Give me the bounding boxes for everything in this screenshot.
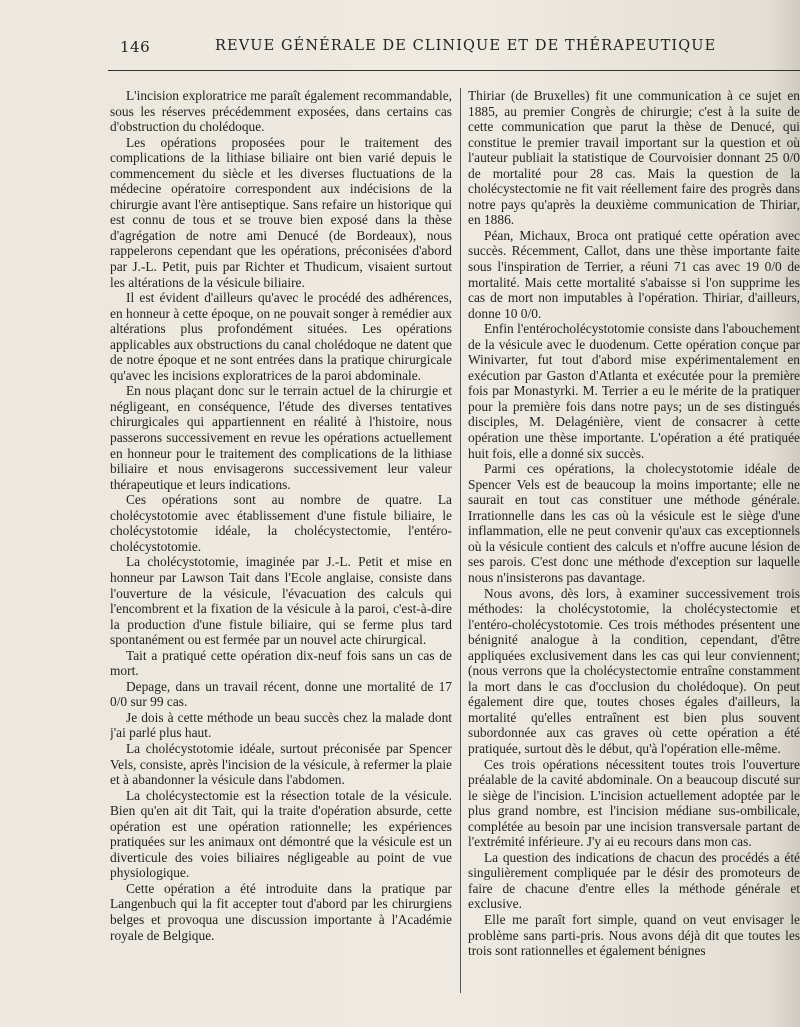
paragraph: La question des indications de chacun des procédés a été singulièrement compliquée par le désir des promoteurs de faire de chacune d'entre elles la méthode générale et exclusive. xyxy=(468,849,800,912)
paragraph: Nous avons, dès lors, à examiner successivement trois méthodes: la cholécystotomie, la cholécystectomie et l'entéro-cholécystotomie. Ces trois méthodes présentent une bénignité analogue à la condition, cependant, d'être appliquées exclusivement dans les cas qui leur conviennent; (nous verrons que la cholécystectomie entraîne constamment la mort dans le cas d'occlusion du cholédoque). On peut également dire que, toutes choses égales d'ailleurs, la mortalité qu'elles entraînent est bien plus souvent subordonnée aux cas graves où cette opération a été pratiquée, surtout dès le début, qu'à l'opération elle-même. xyxy=(468,585,800,756)
running-title: REVUE GÉNÉRALE DE CLINIQUE ET DE THÉRAPEUTIQUE xyxy=(215,38,717,54)
paragraph: Enfin l'entérocholécystotomie consiste dans l'abouchement de la vésicule avec le duodenum. Cette opération conçue par Winivarter, fut tout d'abord mise expérimentalement en exécution par Gaston d'Atlanta et exécutée pour la première fois par Monastyrki. M. Terrier a eu le mérite de la pratiquer pour la première fois dans notre pays; un de ses distingués disciples, M. Delagénière, vient de consacrer à cette opération une thèse importante. L'opération a été pratiquée huit fois, elle a donné six succès. xyxy=(468,321,800,461)
paragraph: Je dois à cette méthode un beau succès chez la malade dont j'ai parlé plus haut. xyxy=(110,709,452,741)
paragraph: Il est évident d'ailleurs qu'avec le procédé des adhérences, en honneur à cette époque, on ne pouvait songer à remédier aux altérations plus profondément situées. Les opérations applicables aux obstructions du canal cholédoque ne datent que de notre époque et ne sont entrées dans la pratique chirurgicale qu'avec les incisions exploratrices de la paroi abdominale. xyxy=(110,290,452,383)
paragraph: L'incision exploratrice me paraît également recommandable, sous les réserves précédemment exposées, dans certains cas d'obstruction du cholédoque. xyxy=(110,88,452,135)
header-rule xyxy=(108,70,800,71)
paragraph: En nous plaçant donc sur le terrain actuel de la chirurgie et négligeant, en conséquence, l'étude des diverses tentatives chirurgicales qui appartiennent en réalité à l'histoire, nous passerons successivement en revue les opérations actuellement en honneur pour le traitement des complications de la lithiase biliaire et nous envisagerons successivement leur valeur thérapeutique et leurs indications. xyxy=(110,383,452,492)
paragraph: Cette opération a été introduite dans la pratique par Langenbuch qui la fit accepter tout d'abord par les chirurgiens belges et provoqua une discussion importante à l'Académie royale de Belgique. xyxy=(110,880,452,943)
paragraph: Depage, dans un travail récent, donne une mortalité de 17 0/0 sur 99 cas. xyxy=(110,678,452,710)
paragraph: Thiriar (de Bruxelles) fit une communication à ce sujet en 1885, au premier Congrès de chirurgie; c'est à la suite de cette communication que parut la thèse de Denucé, qui constitue le premier travail important sur la question et où l'auteur publiait la statistique de Courvoisier donnant 25 0/0 de mortalité pour 28 cas. Mais la question de la cholécystectomie ne fit vait réellement faire des progrès dans notre pays qu'après la deuxième communication de Thiriar, en 1886. xyxy=(468,88,800,228)
right-column xyxy=(468,88,800,1008)
paragraph: Ces opérations sont au nombre de quatre. La cholécystotomie avec établissement d'une fistule biliaire, le cholécystotomie idéale, la cholécystectomie, l'entéro-cholécystotomie. xyxy=(110,492,452,554)
paragraph: Ces trois opérations nécessitent toutes trois l'ouverture préalable de la cavité abdominale. On a beaucoup discuté sur le siège de l'incision. L'incision actuellement adoptée par le plus grand nombre, est l'incision médiane sus-ombilicale, complétée au besoin par une incision transversale partant de l'extrémité inférieure. J'y ai eu recours dans mon cas. xyxy=(468,756,800,850)
paragraph: Parmi ces opérations, la cholecystotomie idéale de Spencer Vels est de beaucoup la moins importante; elle ne saurait en tout cas constituer une méthode générale. Irrationnelle dans les cas où la vésicule est le siège d'une inflammation, elle ne peut convenir qu'aux cas exceptionnels où la vésicule contient des calculs et n'offre aucune lésion de ses parois. C'est donc une méthode d'exception sur laquelle nous n'insisterons pas davantage. xyxy=(468,461,800,585)
paragraph: Péan, Michaux, Broca ont pratiqué cette opération avec succès. Récemment, Callot, dans une thèse importante faite sous l'inspiration de Terrier, a réuni 71 cas avec 19 0/0 de mortalité. Mais cette mortalité s'abaisse si l'on supprime les cas de mort non imputables à l'opération. Thiriar, d'ailleurs, donne 10 0/0. xyxy=(468,227,800,321)
left-column xyxy=(110,88,452,1008)
page-number: 146 xyxy=(120,38,151,56)
paragraph: La cholécystectomie est la résection totale de la vésicule. Bien qu'en ait dit Tait, qui la traite d'opération absurde, cette opération est une opération rationnelle; les expériences pratiquées sur les animaux ont démontré que la vésicule est un diverticule des voies biliaires négligeable au point de vue physiologique. xyxy=(110,787,452,881)
paragraph: Les opérations proposées pour le traitement des complications de la lithiase biliaire ont bien varié depuis le commencement du siècle et les diverses fluctuations de la médecine opératoire correspondent aux indécisions de la chirurgie avant l'ère antiseptique. Sans refaire un historique qui est connu de tous et se trouve bien exposé dans la thèse d'agrégation de notre ami Denucé (de Bordeaux), nous rappelerons cependant que les opérations, préconisées d'abord par J.-L. Petit, puis par Richter et Thudicum, visaient surtout les altérations de la vésicule biliaire. xyxy=(110,134,452,290)
page-header xyxy=(0,32,800,62)
paragraph: Tait a pratiqué cette opération dix-neuf fois sans un cas de mort. xyxy=(110,647,452,679)
column-divider xyxy=(460,88,461,993)
paragraph: Elle me paraît fort simple, quand on veut envisager le problème sans parti-pris. Nous avons déjà dit que toutes les trois sont rationnelles et également bénignes xyxy=(468,911,800,959)
paragraph: La cholécystotomie, imaginée par J.-L. Petit et mise en honneur par Lawson Tait dans l'Ecole anglaise, consiste dans l'ouverture de la vésicule, l'évacuation des calculs qui l'encombrent et la fixation de la vésicule à la paroi, c'est-à-dire la production d'une fistule biliaire, qui se ferme plus tard spontanément ou est fermée par un nouvel acte chirurgical. xyxy=(110,554,452,648)
paragraph: La cholécystotomie idéale, surtout préconisée par Spencer Vels, consiste, après l'incision de la vésicule, à refermer la plaie et à abandonner la vésicule dans l'abdomen. xyxy=(110,740,452,788)
